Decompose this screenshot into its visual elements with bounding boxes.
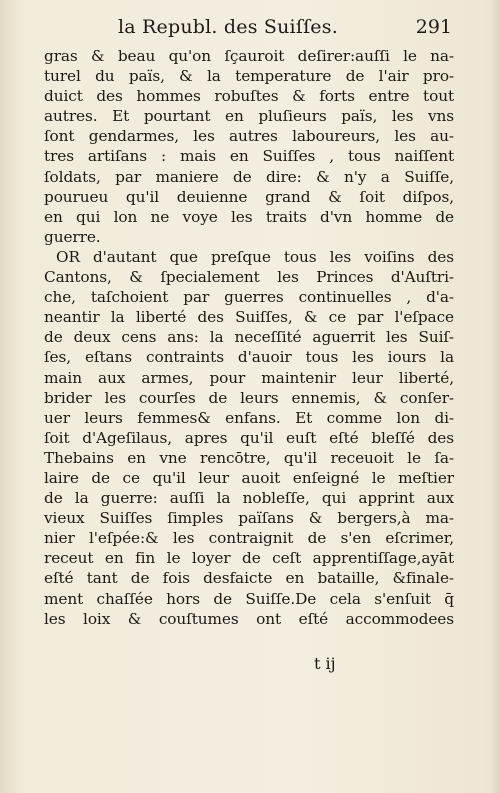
text-line: gras & beau qu'on ſçauroit deſirer:auſſi le na- [44,47,454,65]
text-line: les loix & couſtumes ont eſté accommodees [44,609,454,628]
text-line: ſes, eſtans contraints d'auoir tous les iours la [44,348,454,367]
page-footer [44,654,454,674]
text-line: turel du païs, & la temperature de l'air pro- [44,67,454,86]
text-line: de la guerre: auſſi la nobleſſe, qui apprint aux [44,489,454,508]
text-line: receut en fin le loyer de ceſt apprentiſſage,ayāt [44,549,454,568]
text-line: ſont gendarmes, les autres laboureurs, les au- [44,127,454,146]
page-number: 291 [415,16,452,38]
page-header [44,16,452,42]
text-line: pourueu qu'il deuienne grand & ſoit diſpos, [44,187,454,206]
running-title: la Republ. des Suiſſes. [118,16,338,38]
text-line: nier l'eſpée:& les contraignit de s'en eſcrimer, [44,529,454,548]
paragraph-end-line: guerre. [44,227,101,246]
text-line: autres. Et pourtant en pluſieurs païs, les vns [44,107,454,126]
text-line: vieux Suiſſes ſimples païſans & bergers,à ma- [44,509,454,528]
text-line: ſoit d'Ageſilaus, apres qu'il euſt eſté bleſſé des [44,428,454,447]
text-line: eſté tant de fois desfaicte en bataille, &finale- [44,569,454,588]
page-edge-shadow [490,0,500,793]
text-line: en qui lon ne voye les traits d'vn homme de [44,207,454,226]
text-line: neantir la liberté des Suiſſes, & ce par l'eſpace [44,308,454,327]
text-line: main aux armes, pour maintenir leur liberté, [44,368,454,387]
text-line: duict des hommes robuſtes & forts entre tout [44,87,454,106]
text-line: ſoldats, par maniere de dire: & n'y a Suiſſe, [44,167,454,186]
text-line: laire de ce qu'il leur auoit enſeigné le meſtier [44,468,454,487]
text-line: Cantons, & ſpecialement les Princes d'Auſtri- [44,268,454,287]
paragraph-start-line: OR d'autant que preſque tous les voiſins des [56,247,454,266]
signature-mark: t ij [314,654,336,673]
text-line: Thebains en vne rencōtre, qu'il receuoit le ſa- [44,448,454,467]
body-text [44,46,454,629]
text-line: de deux cens ans: la neceſſité aguerrit les Suiſ- [44,328,454,347]
text-line: brider les courſes de leurs ennemis, & conſer- [44,388,454,407]
text-line: ment chaſſée hors de Suiſſe.De cela s'enſuit q̄ [44,589,454,608]
text-line: che, taſchoient par guerres continuelles , d'a- [44,288,454,307]
text-line: uer leurs femmes& enfans. Et comme lon di- [44,408,454,427]
text-line: tres artiſans : mais en Suiſſes , tous naiſſent [44,147,454,166]
